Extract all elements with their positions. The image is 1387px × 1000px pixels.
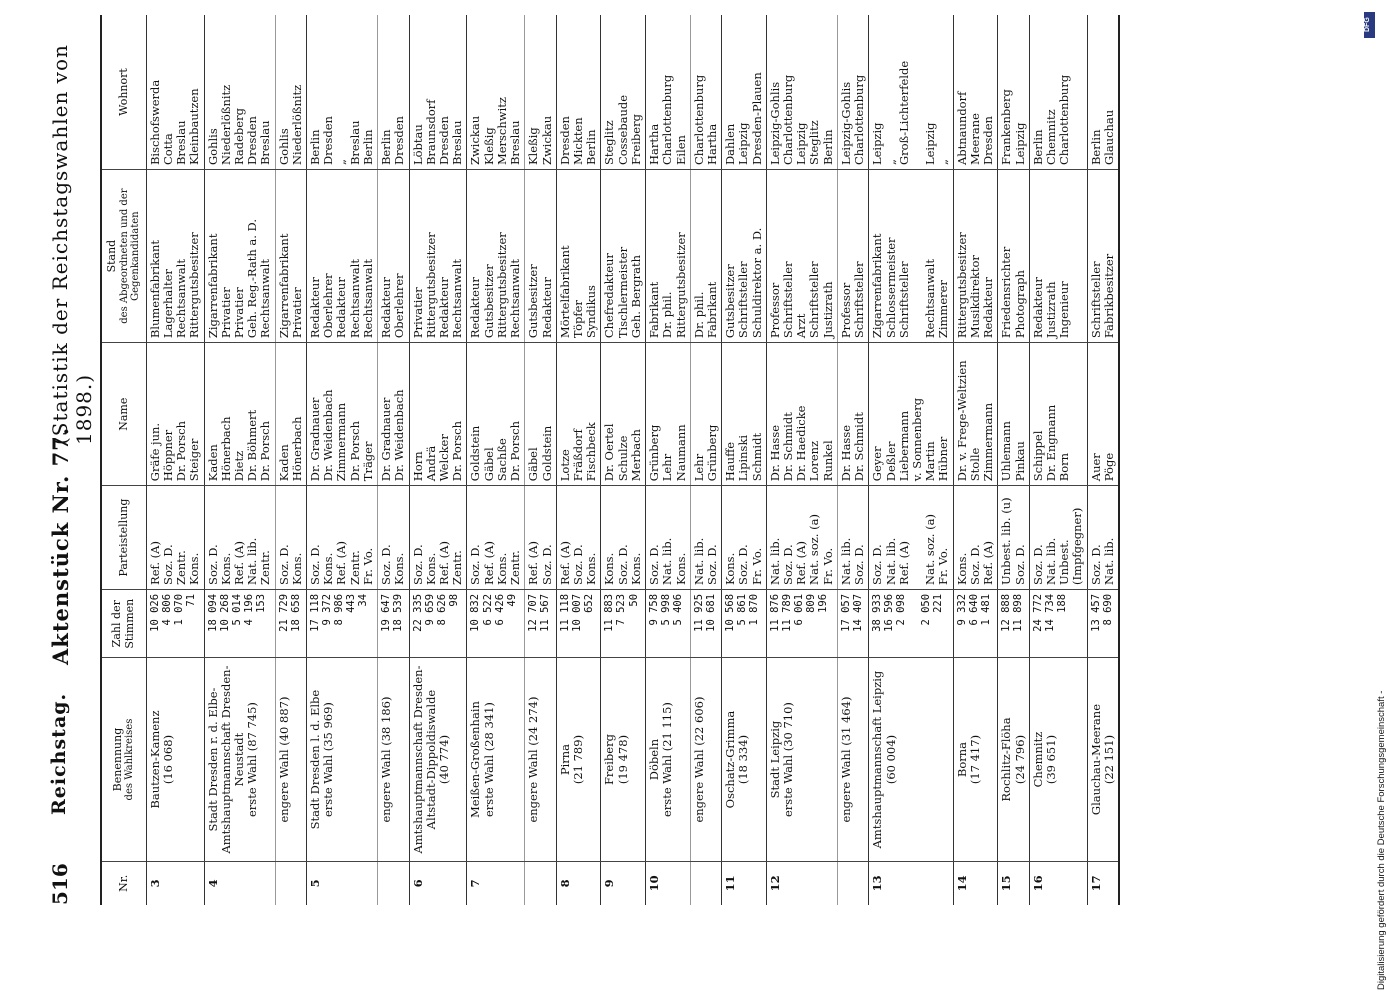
cell-name: Horn Andrä Welcker Dr. Porsch [409, 343, 467, 486]
cell-wohnort: Hartha Charlottenburg Eilen [646, 15, 691, 170]
cell-party: Soz. D. Kons. [378, 486, 409, 590]
cell-votes: 9 332 6 640 1 481 [953, 589, 998, 658]
cell-kreis: Pirna (21 789) [556, 658, 601, 861]
cell-name: Auer Pöge [1087, 343, 1119, 486]
cell-name: Goldstein Gäbel Sachße Dr. Porsch [467, 343, 525, 486]
cell-party: Soz. D. Kons. Ref. (A) Zentr. [409, 486, 467, 590]
cell-name: Gräfe jun. Höppner Dr. Porsch Steiger [146, 343, 204, 486]
table-row [275, 15, 306, 905]
cell-party: Kons. Soz. D. Kons. [601, 486, 646, 590]
cell-nr: 14 [953, 861, 998, 905]
table-row [146, 15, 204, 905]
cell-votes: 10 026 4 806 1 070 71 [146, 589, 204, 658]
table-body [146, 15, 1119, 905]
col-abgeordnete-sub: des Abgeordneten und der Gegenkandidaten [118, 188, 142, 324]
cell-votes: 22 335 9 659 8 626 98 [409, 589, 467, 658]
cell-nr: 15 [998, 861, 1029, 905]
cell-stand: Mörtelfabrikant Töpfer Syndikus [556, 170, 601, 343]
cell-name: Schippel Dr. Engmann Born [1029, 343, 1087, 486]
cell-stand: Friedensrichter Photograph [998, 170, 1029, 343]
cell-name: Dr. Hasse Dr. Schmidt [837, 343, 868, 486]
cell-party: Kons. Soz. D. Fr. Vo. [722, 486, 767, 590]
cell-kreis: engere Wahl (24 274) [525, 658, 556, 861]
col-nr: Nr. [101, 861, 146, 905]
cell-stand: Chefredakteur Tischlermeister Geh. Bergrath [601, 170, 646, 343]
cell-wohnort: Abtnaundorf Meerane Dresden [953, 15, 998, 170]
cell-nr: 4 [204, 861, 275, 905]
cell-votes: 11 118 10 007 652 [556, 589, 601, 658]
table-row [1087, 15, 1119, 905]
cell-votes: 17 057 14 407 [837, 589, 868, 658]
cell-nr [525, 861, 556, 905]
cell-votes: 11 883 7 523 50 [601, 589, 646, 658]
cell-votes: 12 888 11 898 [998, 589, 1029, 658]
cell-kreis: Stadt Leipzig erste Wahl (30 710) [766, 658, 837, 861]
cell-party: Nat. lib. Soz. D. [690, 486, 721, 590]
cell-nr: 13 [869, 861, 953, 905]
cell-wohnort: Bischofswerda Cotta Breslau Kleinbautzen [146, 15, 204, 170]
cell-stand: Dr. phil. Fabrikant [690, 170, 721, 343]
table-row [998, 15, 1029, 905]
cell-kreis: engere Wahl (22 606) [690, 658, 721, 861]
cell-kreis: Stadt Dresden l. d. Elbe erste Wahl (35 969) [307, 658, 378, 861]
col-stand-label: Stand [105, 239, 118, 273]
table-row [556, 15, 601, 905]
table-row [378, 15, 409, 905]
dfg-logo: DFG [1364, 12, 1375, 38]
cell-wohnort: Gohlis Niederlößnitz [275, 15, 306, 170]
cell-name: Geyer Deßler Liebermann v. Sonnenberg Martin Hübner [869, 343, 953, 486]
cell-wohnort: Berlin Glauchau [1087, 15, 1119, 170]
dfg-side-note [1362, 10, 1387, 990]
cell-name: Kaden Hönerbach Dietz Dr. Böhmert Dr. Porsch [204, 343, 275, 486]
cell-party: Nat. lib. Soz. D. [837, 486, 868, 590]
table-row [869, 15, 953, 905]
header-aktenstueck: Aktenstück Nr. 77. [48, 426, 73, 665]
table-row [766, 15, 837, 905]
cell-nr [837, 861, 868, 905]
col-wohnort: Wohnort [101, 15, 146, 170]
cell-nr: 9 [601, 861, 646, 905]
cell-party: Soz. D. Ref. (A) Kons. Zentr. [467, 486, 525, 590]
cell-kreis: Döbeln erste Wahl (21 115) [646, 658, 691, 861]
cell-kreis: Meißen-Großenhain erste Wahl (28 341) [467, 658, 525, 861]
cell-stand: Redakteur Oberlehrer [378, 170, 409, 343]
col-zahl: Zahl der Stimmen [101, 589, 146, 658]
cell-wohnort: Zwickau Kleßig Merschwitz Breslau [467, 15, 525, 170]
cell-stand: Gutsbesitzer Redakteur [525, 170, 556, 343]
cell-votes: 11 876 11 789 6 061 809 196 [766, 589, 837, 658]
cell-name: Uhlemann Pinkau [998, 343, 1029, 486]
table-row [690, 15, 721, 905]
cell-name: Dr. Gradnauer Dr. Weidenbach Zimmermann Dr. Porsch Träger [307, 343, 378, 486]
cell-wohnort: Leipzig „ Groß-Lichterfelde Leipzig „ [869, 15, 953, 170]
cell-nr: 12 [766, 861, 837, 905]
cell-wohnort: Berlin Dresden [378, 15, 409, 170]
cell-party: Nat. lib. Soz. D. Ref. (A) Nat. soz. (a) Fr. Vo. [766, 486, 837, 590]
table-row [837, 15, 868, 905]
cell-wohnort: Berlin Chemnitz Charlottenburg [1029, 15, 1087, 170]
cell-kreis: Borna (17 417) [953, 658, 998, 861]
cell-nr [275, 861, 306, 905]
table-row [409, 15, 467, 905]
table-row [601, 15, 646, 905]
cell-party: Soz. D. Nat. lib. Ref. (A) Nat. soz. (a) Fr. Vo. [869, 486, 953, 590]
cell-wohnort: Gohlis Niederlößnitz Radeberg Dresden Breslau [204, 15, 275, 170]
cell-kreis: Freiberg (19 478) [601, 658, 646, 861]
cell-party: Soz. D. Nat. lib. Unbest. (Impfgegner) [1029, 486, 1087, 590]
cell-stand: Redakteur Gutsbesitzer Rittergutsbesitzer Rechtsanwalt [467, 170, 525, 343]
cell-wohnort: Dresden Mickten Berlin [556, 15, 601, 170]
cell-nr: 7 [467, 861, 525, 905]
header-reichstag: Reichstag. [48, 692, 70, 815]
cell-kreis: engere Wahl (40 887) [275, 658, 306, 861]
table-row [953, 15, 998, 905]
cell-votes: 9 758 5 998 5 406 [646, 589, 691, 658]
cell-party: Unbest. lib. (u) Soz. D. [998, 486, 1029, 590]
cell-party: Ref. (A) Soz. D. [525, 486, 556, 590]
cell-stand: Professor Schriftsteller [837, 170, 868, 343]
cell-votes: 10 832 6 522 6 426 49 [467, 589, 525, 658]
election-table [100, 15, 1120, 905]
table-header-row [101, 15, 146, 905]
header-statistik: (Statistik der Reichstagswahlen von 1898.) [48, 44, 96, 445]
cell-nr: 11 [722, 861, 767, 905]
cell-votes: 21 729 18 658 [275, 589, 306, 658]
cell-nr: 6 [409, 861, 467, 905]
cell-stand: Blumenfabrikant Lagerhalter Rechtsanwalt Rittergutsbesitzer [146, 170, 204, 343]
cell-party: Soz. D. Kons. Ref. (A) Nat. lib. Zentr. [204, 486, 275, 590]
cell-name: Lotze Fräßdorf Fischbeck [556, 343, 601, 486]
cell-stand: Fabrikant Dr. phil. Rittergutsbesitzer [646, 170, 691, 343]
cell-name: Dr. Gradnauer Dr. Weidenbach [378, 343, 409, 486]
col-benennung-label: Benennung [110, 727, 124, 792]
cell-votes: 17 118 9 372 8 986 443 34 [307, 589, 378, 658]
cell-votes: 12 707 11 567 [525, 589, 556, 658]
cell-wohnort: Dahlen Leipzig Dresden-Plauen [722, 15, 767, 170]
cell-wohnort: Charlottenburg Hartha [690, 15, 721, 170]
cell-name: Kaden Hönerbach [275, 343, 306, 486]
cell-votes: 11 925 10 681 [690, 589, 721, 658]
cell-party: Soz. D. Nat. lib. [1087, 486, 1119, 590]
col-stand [101, 170, 146, 343]
cell-wohnort: Kleßig Zwickau [525, 15, 556, 170]
cell-kreis: Bautzen-Kamenz (16 068) [146, 658, 204, 861]
col-benennung-sub: des Wahlkreises [124, 718, 136, 801]
table-row [646, 15, 691, 905]
cell-stand: Professor Schriftsteller Arzt Schriftsteller Justizrath [766, 170, 837, 343]
page-number: 516 [48, 863, 72, 905]
col-benennung [101, 658, 146, 861]
cell-stand: Zigarrenfabrikant Schlossermeister Schriftsteller Rechtsanwalt Zimmerer [869, 170, 953, 343]
table-row [525, 15, 556, 905]
cell-stand: Gutsbesitzer Schriftsteller Schuldirektor a. D. [722, 170, 767, 343]
table-row [722, 15, 767, 905]
cell-party: Soz. D. Kons. [275, 486, 306, 590]
cell-stand: Redakteur Oberlehrer Redakteur Rechtsanwalt Rechtsanwalt [307, 170, 378, 343]
cell-kreis: engere Wahl (31 464) [837, 658, 868, 861]
col-name [101, 343, 146, 486]
cell-kreis: Stadt Dresden r. d. Elbe-Amtshauptmannschaft Dresden-Neustadt erste Wahl (87 745) [204, 658, 275, 861]
cell-kreis: Amtshauptmannschaft Leipzig (60 004) [869, 658, 953, 861]
cell-name: Lehr Grünberg [690, 343, 721, 486]
cell-kreis: Chemnitz (39 651) [1029, 658, 1087, 861]
cell-stand: Zigarrenfabrikant Privatier Privatier Geh. Reg.-Rath a. D. Rechtsanwalt [204, 170, 275, 343]
cell-nr [378, 861, 409, 905]
cell-wohnort: Steglitz Cossebaude Freiberg [601, 15, 646, 170]
cell-kreis: Glauchau-Meerane (22 151) [1087, 658, 1119, 861]
cell-name: Hauffe Lipinski Schmidt [722, 343, 767, 486]
cell-nr: 5 [307, 861, 378, 905]
cell-party: Ref. (A) Soz. D. Kons. [556, 486, 601, 590]
col-name-label: Name [116, 397, 130, 431]
cell-party: Kons. Soz. D. Ref. (A) [953, 486, 998, 590]
cell-kreis: Rochlitz-Flöha (24 796) [998, 658, 1029, 861]
cell-nr: 3 [146, 861, 204, 905]
cell-nr: 10 [646, 861, 691, 905]
cell-kreis: Oschatz-Grimma (18 334) [722, 658, 767, 861]
table-row [307, 15, 378, 905]
cell-votes: 10 568 5 861 1 870 [722, 589, 767, 658]
table-row [1029, 15, 1087, 905]
cell-wohnort: Berlin Dresden „ Breslau Berlin [307, 15, 378, 170]
cell-wohnort: Leipzig-Gohlis Charlottenburg [837, 15, 868, 170]
table-row [467, 15, 525, 905]
cell-name: Gäbel Goldstein [525, 343, 556, 486]
cell-name: Dr. Oertel Schulze Merbach [601, 343, 646, 486]
cell-stand: Zigarrenfabrikant Privatier [275, 170, 306, 343]
page-header [40, 25, 96, 905]
cell-kreis: Amtshauptmannschaft Dresden-Altstadt-Dippoldiswalde (40 774) [409, 658, 467, 861]
cell-wohnort: Löbtau Braunsdorf Dresden Breslau [409, 15, 467, 170]
cell-kreis: engere Wahl (38 186) [378, 658, 409, 861]
cell-name: Dr. v. Frege-Weltzien Stolle Zimmermann [953, 343, 998, 486]
cell-wohnort: Leipzig-Gohlis Charlottenburg Leipzig Steglitz Berlin [766, 15, 837, 170]
cell-stand: Schriftsteller Fabrikbesitzer [1087, 170, 1119, 343]
cell-nr [690, 861, 721, 905]
cell-party: Soz. D. Nat. lib. Kons. [646, 486, 691, 590]
cell-nr: 8 [556, 861, 601, 905]
cell-name: Dr. Hasse Dr. Schmidt Dr. Haedicke Lorenz Runkel [766, 343, 837, 486]
cell-party: Ref. (A) Soz. D. Zentr. Kons. [146, 486, 204, 590]
cell-votes: 13 457 8 690 [1087, 589, 1119, 658]
cell-party: Soz. D. Kons. Ref. (A) Zentr. Fr. Vo. [307, 486, 378, 590]
cell-nr: 16 [1029, 861, 1087, 905]
table-row [204, 15, 275, 905]
cell-stand: Rittergutsbesitzer Musikdirektor Redakteur [953, 170, 998, 343]
cell-name: Grünberg Lehr Naumann [646, 343, 691, 486]
cell-votes: 19 647 18 539 [378, 589, 409, 658]
cell-votes: 38 933 16 596 2 098 2 050 221 [869, 589, 953, 658]
col-partei: Parteistellung [101, 486, 146, 590]
dfg-note-text: Digitalisierung gefördert durch die Deutsche Forschungsgemeinschaft - [1376, 690, 1387, 990]
cell-votes: 24 772 14 734 188 [1029, 589, 1087, 658]
cell-nr: 17 [1087, 861, 1119, 905]
cell-stand: Privatier Rittergutsbesitzer Redakteur Rechtsanwalt [409, 170, 467, 343]
cell-stand: Redakteur Justizrath Ingenieur [1029, 170, 1087, 343]
cell-wohnort: Frankenberg Leipzig [998, 15, 1029, 170]
cell-votes: 18 094 10 268 5 014 4 196 153 [204, 589, 275, 658]
